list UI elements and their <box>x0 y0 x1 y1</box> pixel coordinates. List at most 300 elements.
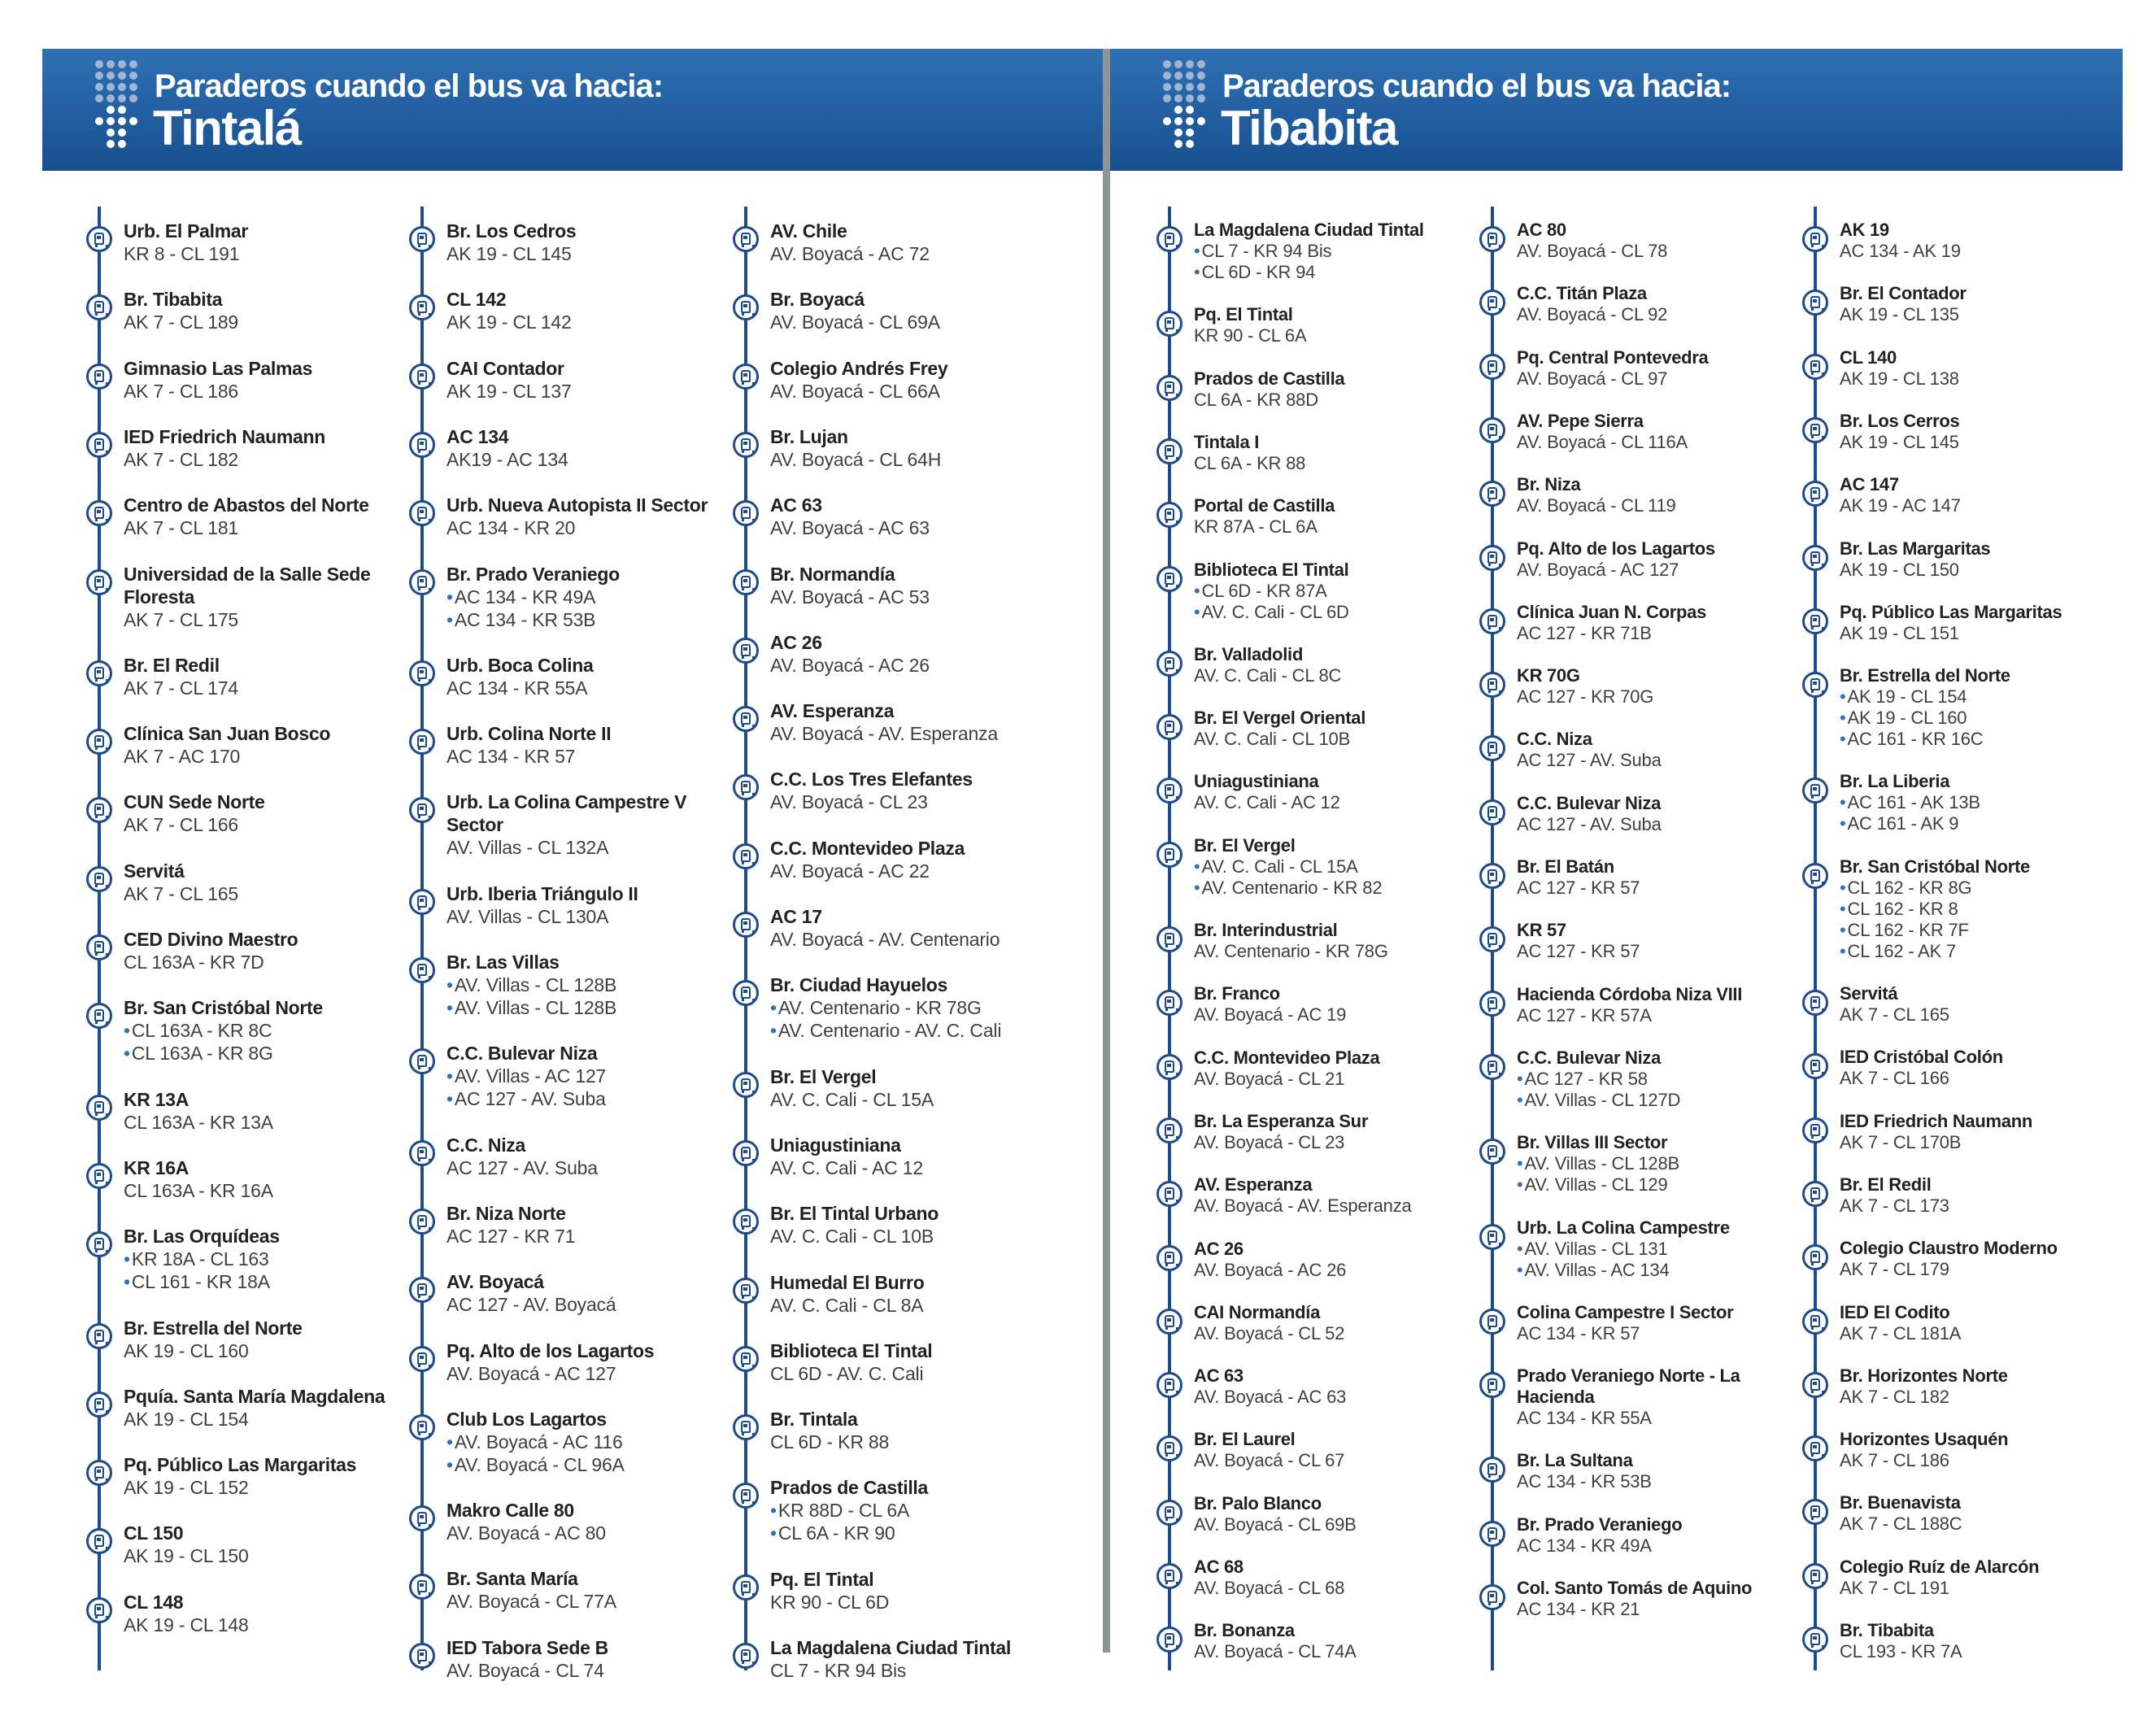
stop-address: AK 19 - CL 150 <box>1840 559 1959 580</box>
header-subtitle: Paraderos cuando el bus va hacia: <box>155 68 664 104</box>
stop-name: Colegio Ruíz de Alarcón <box>1840 1556 2040 1577</box>
stop-address: AK 19 - CL 152 <box>124 1477 249 1499</box>
stop-name: Br. Bonanza <box>1194 1620 1295 1641</box>
stop-address: AV. Boyacá - AC 63 <box>770 517 930 539</box>
stop-name: Pq. Alto de los Lagartos <box>446 1339 655 1361</box>
bus-stop-icon <box>86 364 112 390</box>
stop-address: AV. Boyacá - AC 127 <box>1517 559 1679 580</box>
stop-name: KR 16A <box>124 1156 189 1178</box>
stop-name: Br. Niza <box>1517 474 1581 495</box>
stop-address: AV. Boyacá - AV. Centenario <box>770 929 1000 950</box>
stop-name: Br. El Vergel <box>770 1065 877 1087</box>
bus-stop-icon <box>1479 1372 1505 1398</box>
bus-stop-icon <box>1479 608 1505 634</box>
panel-tibabita <box>1110 49 2123 1675</box>
stop-address: AV. Boyacá - AC 72 <box>770 243 930 264</box>
stop-address: AV. Boyacá - AC 19 <box>1194 1004 1347 1026</box>
stop-name: Br. Interindustrial <box>1194 920 1338 940</box>
stop-address: AV. C. Cali - CL 10B <box>1194 729 1351 750</box>
stop-address: CL 6D - AV. C. Cali <box>770 1362 924 1384</box>
bus-stop-icon <box>1156 566 1183 592</box>
bus-stop-icon <box>86 1323 112 1349</box>
bus-stop-icon <box>1802 1181 1828 1207</box>
bus-stop-icon <box>1479 417 1505 443</box>
stop-name: Humedal El Burro <box>770 1271 925 1293</box>
bus-stop-icon <box>1479 799 1505 825</box>
stop-address: AV. Boyacá - AC 53 <box>770 586 930 608</box>
bus-stop-icon <box>1802 290 1828 316</box>
stop-address: AV. C. Cali - CL 8C <box>1194 664 1342 686</box>
stop-name: Urb. Iberia Triángulo II <box>446 882 638 904</box>
bus-stop-icon <box>1156 926 1183 952</box>
route-line <box>744 207 747 1670</box>
bus-stop-icon <box>1156 1054 1183 1080</box>
stop-name: Pq. Central Pontevedra <box>1517 346 1709 368</box>
bus-stop-icon <box>409 364 435 390</box>
stop-name: Br. Ciudad Hayuelos <box>770 974 947 996</box>
stop-name: Club Los Lagartos <box>446 1408 607 1430</box>
stop-name: Br. La Liberia <box>1840 771 1950 792</box>
bus-stop-icon <box>1479 926 1505 952</box>
bus-stop-icon <box>86 1003 112 1029</box>
bus-stop-icon <box>1156 311 1183 337</box>
bus-stop-icon <box>1156 1245 1183 1271</box>
stop-name: Br. Valladolid <box>1194 643 1303 664</box>
stop-name: CL 148 <box>124 1591 184 1613</box>
stop-name: Br. Tintala <box>770 1409 858 1431</box>
stop-name: Horizontes Usaquén <box>1840 1429 2009 1450</box>
stop-address: AK 7 - CL 175 <box>124 608 239 630</box>
bus-stop-icon <box>1479 735 1505 761</box>
bus-stop-icon <box>733 1209 759 1235</box>
stop-name: Tintala I <box>1194 431 1260 452</box>
stop-name: Urb. La Colina Campestre <box>1517 1217 1730 1238</box>
stop-address: CL 163A - KR 13A <box>124 1111 273 1133</box>
bus-stop-icon <box>733 1072 759 1098</box>
bus-stop-icon <box>1802 1053 1828 1079</box>
stop-address: AV. Boyacá - AV. Esperanza <box>1194 1195 1412 1217</box>
stop-address: • CL 163A - KR 8G <box>124 1042 404 1065</box>
bus-stop-icon <box>1156 438 1183 464</box>
stop-name: Prados de Castilla <box>770 1477 929 1499</box>
stop-address: AK 7 - CL 188C <box>1840 1513 1962 1535</box>
bus-stop-icon <box>409 432 435 458</box>
stop-address: AK 19 - CL 142 <box>446 311 572 333</box>
stop-address: KR 87A - CL 6A <box>1194 516 1318 538</box>
stop-name: Colina Campestre I Sector <box>1517 1301 1734 1322</box>
bus-stop-icon <box>1156 1500 1183 1526</box>
bus-stop-icon <box>733 638 759 664</box>
stop-address: AV. Centenario - KR 78G <box>1194 941 1388 961</box>
bus-stop-icon <box>86 226 112 252</box>
bus-stop-icon <box>1156 1627 1183 1653</box>
stop-address: CL 6A - KR 88 <box>1194 452 1306 473</box>
stop-address: AV. Boyacá - CL 21 <box>1194 1068 1345 1089</box>
stop-name: Br. San Cristóbal Norte <box>1840 856 2030 877</box>
stop-name: Makro Calle 80 <box>446 1500 574 1522</box>
stop-name: IED Tabora Sede B <box>446 1636 608 1658</box>
stop-address: • AV. Villas - CL 128B <box>446 973 727 996</box>
stop-address: AC 134 - KR 55A <box>446 677 588 699</box>
stop-name: La Magdalena Ciudad Tintal <box>1194 220 1424 240</box>
bus-stop-icon <box>1156 714 1183 740</box>
bus-stop-icon <box>1802 481 1828 507</box>
bus-stop-icon <box>409 1414 435 1440</box>
stop-address: AK 7 - CL 182 <box>124 448 239 470</box>
stop-address: KR 8 - CL 191 <box>124 243 240 264</box>
stop-name: CL 140 <box>1840 346 1897 368</box>
bus-stop-icon <box>1479 1139 1505 1165</box>
bus-stop-icon <box>409 1346 435 1372</box>
stop-address: AV. Boyacá - CL 92 <box>1517 304 1668 325</box>
stop-name: AC 68 <box>1194 1557 1244 1577</box>
stop-name: C.C. Montevideo Plaza <box>1194 1047 1380 1068</box>
stop-address: • AV. Villas - AC 134 <box>1517 1260 1793 1281</box>
stop-address: AV. C. Cali - CL 8A <box>770 1294 924 1316</box>
stop-name: Br. El Tintal Urbano <box>770 1203 939 1225</box>
bus-stop-icon <box>1802 1627 1828 1653</box>
stop-name: Colegio Andrés Frey <box>770 357 948 379</box>
bus-stop-icon <box>733 912 759 938</box>
stop-address: AK19 - AC 134 <box>446 448 568 470</box>
bus-stop-icon <box>1479 545 1505 571</box>
stop-address: AV. Boyacá - CL 68 <box>1194 1578 1345 1598</box>
stop-name: Br. El Laurel <box>1194 1429 1296 1450</box>
stop-address: AK 19 - CL 138 <box>1840 368 1959 389</box>
stop-address: AV. C. Cali - AC 12 <box>770 1156 923 1178</box>
stop-name: AC 63 <box>770 494 822 516</box>
stop-name: Br. Tibabita <box>1840 1620 1934 1640</box>
stop-address: AK 7 - CL 165 <box>124 882 239 904</box>
bus-stop-icon <box>86 866 112 892</box>
stop-address: KR 90 - CL 6A <box>1194 325 1307 346</box>
stop-address: • CL 6A - KR 90 <box>770 1522 1051 1544</box>
stop-name: Col. Santo Tomás de Aquino <box>1517 1578 1753 1598</box>
bus-stop-icon <box>86 1528 112 1554</box>
stop-address: • CL 6D - KR 94 <box>1194 262 1470 283</box>
bus-stop-icon <box>1479 1054 1505 1080</box>
bus-stop-icon <box>1802 1244 1828 1270</box>
bus-stop-icon <box>1802 226 1828 252</box>
stop-address: • CL 162 - AK 7 <box>1840 941 2116 962</box>
bus-stop-icon <box>409 889 435 915</box>
stop-address: AV. Boyacá - AC 80 <box>446 1522 606 1544</box>
stop-name: Br. Buenavista <box>1840 1492 1961 1513</box>
stop-name: Clínica San Juan Bosco <box>124 723 331 745</box>
stop-name: Portal de Castilla <box>1194 495 1335 516</box>
stop-address: CL 163A - KR 16A <box>124 1179 273 1201</box>
stop-name: Pq. Público Las Margaritas <box>1840 601 2062 622</box>
stop-address: • CL 162 - KR 7F <box>1840 920 2116 941</box>
bus-stop-icon <box>1479 991 1505 1017</box>
stop-address: AC 134 - KR 57 <box>446 746 576 768</box>
bus-stop-icon <box>733 364 759 390</box>
stop-address: AK 19 - CL 160 <box>124 1339 249 1361</box>
stop-address: AV. Boyacá - AC 63 <box>1194 1387 1347 1408</box>
stop-name: Br. Lujan <box>770 425 848 447</box>
stop-address: AC 134 - KR 49A <box>1517 1535 1652 1556</box>
header-destination: Tintalá <box>153 101 301 155</box>
stop-address: AV. C. Cali - CL 15A <box>770 1088 934 1110</box>
bus-stop-icon <box>1479 1309 1505 1335</box>
stop-name: C.C. Los Tres Elefantes <box>770 769 973 790</box>
stop-name: C.C. Niza <box>1517 729 1592 750</box>
stop-name: Urb. La Colina Campestre V Sector <box>446 791 687 836</box>
stop-address: • AV. Villas - CL 128B <box>446 996 727 1019</box>
stop-name: Clínica Juan N. Corpas <box>1517 601 1707 622</box>
bus-stop-icon <box>1156 226 1183 252</box>
bus-stop-icon <box>1802 863 1828 889</box>
stop-address: AV. Villas - CL 130A <box>446 905 609 927</box>
stop-name: C.C. Bulevar Niza <box>1517 792 1662 813</box>
stop-name: AC 26 <box>770 631 822 653</box>
route-line <box>420 207 424 1670</box>
bus-stop-icon <box>86 1163 112 1189</box>
stop-name: CAI Normandía <box>1194 1301 1321 1322</box>
stop-address: CL 7 - KR 94 Bis <box>770 1660 907 1681</box>
stop-address: AV. Boyacá - CL 66A <box>770 380 940 402</box>
bus-stop-icon <box>409 957 435 983</box>
stop-name: Pq. El Tintal <box>770 1568 874 1590</box>
bus-stop-icon <box>1802 777 1828 804</box>
stop-name: Biblioteca El Tintal <box>770 1339 933 1361</box>
stop-address: AK 19 - CL 151 <box>1840 622 1959 643</box>
bus-stop-icon <box>1802 417 1828 443</box>
stop-address: AV. Boyacá - AC 22 <box>770 860 930 882</box>
bus-stop-icon <box>1156 502 1183 528</box>
stop-address: • AV. Villas - CL 127D <box>1517 1090 1793 1111</box>
bus-stop-icon <box>733 294 759 320</box>
stop-address: AK 7 - CL 174 <box>124 677 239 699</box>
stop-name: CL 150 <box>124 1522 184 1544</box>
bus-stop-icon <box>1156 777 1183 804</box>
stop-name: Br. Prado Veraniego <box>446 563 620 585</box>
stop-address: AK 7 - CL 166 <box>124 814 239 836</box>
stop-address: AV. Boyacá - CL 69B <box>1194 1513 1357 1535</box>
stop-name: Br. Estrella del Norte <box>1840 665 2010 686</box>
stop-address: AV. Boyacá - CL 64H <box>770 448 942 470</box>
stop-address: • CL 6D - KR 87A <box>1194 581 1470 602</box>
stop-address: AV. Boyacá - AC 127 <box>446 1362 616 1384</box>
stop-name: IED Friedrich Naumann <box>1840 1110 2032 1131</box>
panel-header <box>1110 49 2123 171</box>
bus-stop-icon <box>1479 354 1505 380</box>
stop-address: CL 6A - KR 88D <box>1194 389 1318 410</box>
stop-name: Prado Veraniego Norte - La Hacienda <box>1517 1365 1740 1408</box>
stop-address: AV. Boyacá - CL 52 <box>1194 1322 1345 1344</box>
stop-name: IED Friedrich Naumann <box>124 425 326 447</box>
stop-address: AK 19 - CL 150 <box>124 1545 249 1567</box>
stop-name: Urb. Colina Norte II <box>446 723 612 745</box>
bus-stop-icon <box>1156 1372 1183 1398</box>
stop-name: AV. Pepe Sierra <box>1517 410 1644 431</box>
stop-name: Urb. Nueva Autopista II Sector <box>446 494 708 516</box>
bus-stop-icon <box>86 797 112 823</box>
bus-stop-icon <box>409 1048 435 1074</box>
stop-address: AC 134 - KR 20 <box>446 517 576 539</box>
stop-address: AV. Boyacá - CL 116A <box>1517 431 1688 452</box>
stop-name: CAI Contador <box>446 357 564 379</box>
bus-stop-icon <box>1479 1584 1505 1610</box>
stop-name: C.C. Niza <box>446 1134 525 1156</box>
stop-address: AC 134 - KR 55A <box>1517 1408 1652 1429</box>
bus-stop-icon <box>409 797 435 823</box>
stop-name: Br. Tibabita <box>124 289 223 311</box>
bus-stop-icon <box>733 980 759 1006</box>
stop-address: AK 7 - CL 170B <box>1840 1131 1962 1152</box>
stop-name: KR 70G <box>1517 665 1580 686</box>
stop-address: AC 127 - KR 71B <box>1517 622 1652 643</box>
stop-name: Uniagustiniana <box>770 1134 901 1156</box>
stop-address: AK 7 - CL 179 <box>1840 1259 1949 1280</box>
stop-name: Br. La Sultana <box>1517 1450 1633 1471</box>
stop-address: • KR 88D - CL 6A <box>770 1499 1051 1522</box>
bus-stop-icon <box>1479 226 1505 252</box>
stop-name: Uniagustiniana <box>1194 771 1319 792</box>
stop-address: • AC 134 - KR 53B <box>446 608 727 631</box>
stop-name: CUN Sede Norte <box>124 791 265 813</box>
stop-address: • AV. Centenario - KR 78G <box>770 996 1051 1019</box>
stop-name: Br. Las Villas <box>446 952 560 973</box>
stop-address: KR 90 - CL 6D <box>770 1591 890 1613</box>
stop-address: AC 127 - AV. Suba <box>1517 813 1662 834</box>
stop-address: AV. Boyacá - AC 26 <box>770 654 930 676</box>
stop-name: IED Cristóbal Colón <box>1840 1047 2003 1068</box>
panel-tintala <box>42 49 1104 1681</box>
bus-stop-icon <box>86 432 112 458</box>
stop-address: AV. Boyacá - CL 74 <box>446 1659 604 1681</box>
stop-address: • AV. Boyacá - CL 96A <box>446 1453 727 1476</box>
header-subtitle: Paraderos cuando el bus va hacia: <box>1222 68 1731 104</box>
stop-name: Br. La Esperanza Sur <box>1194 1110 1369 1131</box>
stop-address: CL 163A - KR 7D <box>124 952 264 973</box>
bus-stop-icon <box>1802 1435 1828 1461</box>
stop-address: • CL 162 - KR 8 <box>1840 899 2116 920</box>
bus-stop-icon <box>1479 290 1505 316</box>
stop-address: AC 127 - KR 71 <box>446 1225 576 1247</box>
stop-address: AV. Boyacá - CL 23 <box>1194 1131 1345 1152</box>
stop-name: C.C. Bulevar Niza <box>1517 1047 1662 1068</box>
stop-name: Centro de Abastos del Norte <box>124 494 369 516</box>
stop-address: AK 7 - CL 191 <box>1840 1577 1949 1598</box>
stop-address: AV. Boyacá - CL 69A <box>770 311 940 333</box>
stop-address: • KR 18A - CL 163 <box>124 1248 404 1270</box>
stop-name: AC 63 <box>1194 1365 1244 1387</box>
bus-stop-icon <box>409 1505 435 1531</box>
stop-address: AC 127 - KR 57 <box>1517 878 1640 898</box>
stop-address: • CL 7 - KR 94 Bis <box>1194 241 1470 262</box>
stop-address: AK 7 - CL 165 <box>1840 1004 1949 1025</box>
bus-stop-icon <box>733 843 759 869</box>
bus-stop-icon <box>733 500 759 526</box>
bus-stop-icon <box>86 500 112 526</box>
stop-address: AK 19 - CL 145 <box>446 243 572 264</box>
bus-stop-icon <box>733 226 759 252</box>
stop-address: • AK 19 - CL 154 <box>1840 686 2116 708</box>
stop-address: AC 127 - AV. Suba <box>446 1156 598 1178</box>
stop-address: • AC 161 - KR 16C <box>1840 729 2116 750</box>
stop-name: Pquía. Santa María Magdalena <box>124 1385 385 1407</box>
stop-name: Br. Normandía <box>770 563 895 585</box>
stop-address: AK 7 - CL 181A <box>1840 1322 1962 1344</box>
stop-name: Br. Santa María <box>446 1568 578 1590</box>
bus-stop-icon <box>1479 1521 1505 1547</box>
stop-name: CL 142 <box>446 289 507 311</box>
stop-address: • AV. Centenario - AV. C. Cali <box>770 1019 1051 1042</box>
stop-address: • CL 162 - KR 8G <box>1840 878 2116 899</box>
stop-name: Br. Villas III Sector <box>1517 1132 1668 1153</box>
stop-address: AV. Villas - CL 132A <box>446 837 609 859</box>
stop-name: Br. El Redil <box>124 654 220 676</box>
stop-name: Servitá <box>1840 983 1898 1004</box>
stop-address: AC 134 - AK 19 <box>1840 241 1961 261</box>
stop-name: Urb. Boca Colina <box>446 654 594 676</box>
bus-stop-icon <box>1802 1117 1828 1143</box>
bus-stop-icon <box>86 1460 112 1486</box>
bus-stop-icon <box>733 706 759 732</box>
bus-stop-icon <box>1156 1117 1183 1143</box>
bus-stop-icon <box>1156 375 1183 401</box>
brand-logo-icon <box>95 60 141 155</box>
bus-stop-icon <box>86 660 112 686</box>
bus-stop-icon <box>86 934 112 960</box>
bus-stop-icon <box>1156 651 1183 677</box>
bus-stop-icon <box>409 1209 435 1235</box>
stop-address: AK 7 - CL 189 <box>124 311 239 333</box>
stop-address: • AV. Boyacá - AC 116 <box>446 1431 727 1453</box>
stop-address: AV. Boyacá - AC 26 <box>1194 1259 1347 1280</box>
bus-stop-icon <box>1802 1309 1828 1335</box>
panel-divider <box>1103 49 1110 1653</box>
bus-stop-icon <box>733 1643 759 1669</box>
bus-stop-icon <box>733 1414 759 1440</box>
stop-name: Br. San Cristóbal Norte <box>124 997 323 1019</box>
stop-address: AK 19 - CL 145 <box>1840 431 1959 452</box>
stop-name: AV. Esperanza <box>1194 1174 1313 1195</box>
stop-name: IED El Codito <box>1840 1301 1950 1322</box>
stop-address: • AC 127 - AV. Suba <box>446 1087 727 1110</box>
stop-name: AV. Esperanza <box>770 700 895 722</box>
stop-name: Br. Los Cerros <box>1840 410 1960 431</box>
stop-name: Servitá <box>124 860 185 882</box>
stop-name: Colegio Claustro Moderno <box>1840 1238 2058 1259</box>
stop-address: AC 127 - AV. Suba <box>1517 750 1662 771</box>
stop-address: AK 19 - CL 137 <box>446 380 572 402</box>
bus-stop-icon <box>1479 672 1505 698</box>
stop-name: Hacienda Córdoba Niza VIII <box>1517 983 1743 1004</box>
stop-address: • CL 163A - KR 8C <box>124 1019 404 1042</box>
stop-address: AC 127 - KR 57A <box>1517 1004 1652 1026</box>
bus-stop-icon <box>409 660 435 686</box>
stop-address: • AK 19 - CL 160 <box>1840 708 2116 729</box>
bus-stop-icon <box>1802 1499 1828 1525</box>
stop-address: AK 7 - CL 182 <box>1840 1386 1949 1407</box>
stop-address: • AV. Villas - AC 127 <box>446 1065 727 1087</box>
stop-name: Br. Niza Norte <box>446 1202 566 1224</box>
bus-stop-icon <box>86 729 112 755</box>
stop-name: Urb. El Palmar <box>124 220 249 242</box>
stop-name: KR 57 <box>1517 920 1566 941</box>
stop-address: • AV. Centenario - KR 82 <box>1194 878 1470 899</box>
stop-address: AK 19 - AC 147 <box>1840 495 1961 516</box>
bus-stop-icon <box>733 1346 759 1372</box>
stop-name: AC 26 <box>1194 1238 1244 1259</box>
stop-name: La Magdalena Ciudad Tintal <box>770 1637 1011 1658</box>
stop-address: AK 19 - CL 154 <box>124 1408 249 1430</box>
stop-name: Br. Horizontes Norte <box>1840 1365 2008 1386</box>
stop-name: Br. Franco <box>1194 983 1280 1004</box>
bus-stop-icon <box>1802 990 1828 1016</box>
